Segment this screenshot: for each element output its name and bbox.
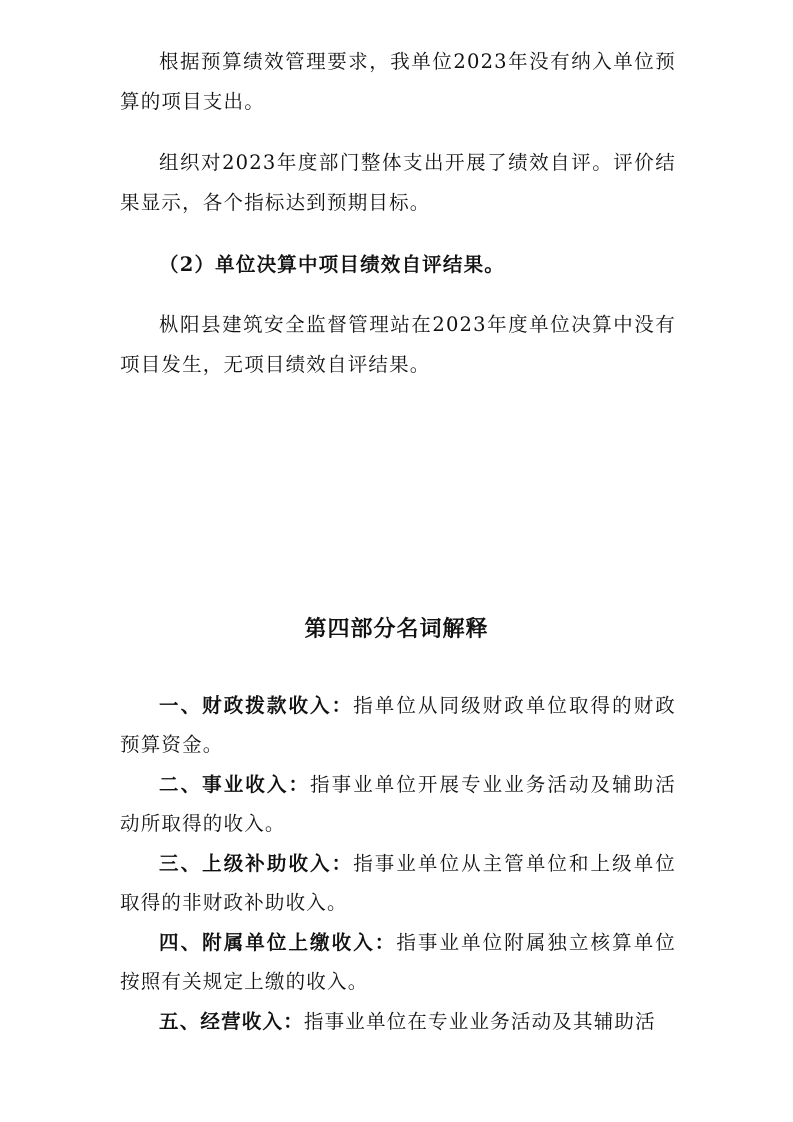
definition-text: 指单位从同级财政单位取得的财政预算资金。 <box>120 694 676 756</box>
definition-term: 三、上级补助收入： <box>159 852 354 875</box>
definition-item <box>120 1002 676 1041</box>
definition-term: 二、事业收入： <box>159 773 311 796</box>
definition-text: 指事业单位开展专业业务活动及辅助活动所取得的收入。 <box>120 773 676 835</box>
definition-item <box>120 923 676 1001</box>
definition-text: 指事业单位从主管单位和上级单位取得的非财政补助收入。 <box>120 852 676 914</box>
definition-item <box>120 765 676 843</box>
subheading-project-evaluation: （2）单位决算中项目绩效自评结果。 <box>159 253 505 276</box>
paragraph-no-project: 枞阳县建筑安全监督管理站在2023年度单位决算中没有项目发生，无项目绩效自评结果。 <box>120 313 676 376</box>
section-title: 第四部分名词解释 <box>304 617 489 642</box>
paragraph-project-expenditure: 根据预算绩效管理要求，我单位2023年没有纳入单位预算的项目支出。 <box>120 50 676 113</box>
definition-term: 五、经营收入： <box>159 1010 304 1033</box>
definition-text: 指事业单位附属独立核算单位按照有关规定上缴的收入。 <box>120 931 676 993</box>
definition-term: 四、附属单位上缴收入： <box>159 931 397 954</box>
definition-item <box>120 844 676 922</box>
definition-text: 指事业单位在专业业务活动及其辅助活 <box>303 1010 656 1033</box>
definitions-list <box>120 686 676 1042</box>
definition-term: 一、财政拨款收入： <box>159 694 354 717</box>
definition-item <box>120 686 676 764</box>
paragraph-self-evaluation: 组织对2023年度部门整体支出开展了绩效自评。评价结果显示，各个指标达到预期目标。 <box>120 151 676 214</box>
